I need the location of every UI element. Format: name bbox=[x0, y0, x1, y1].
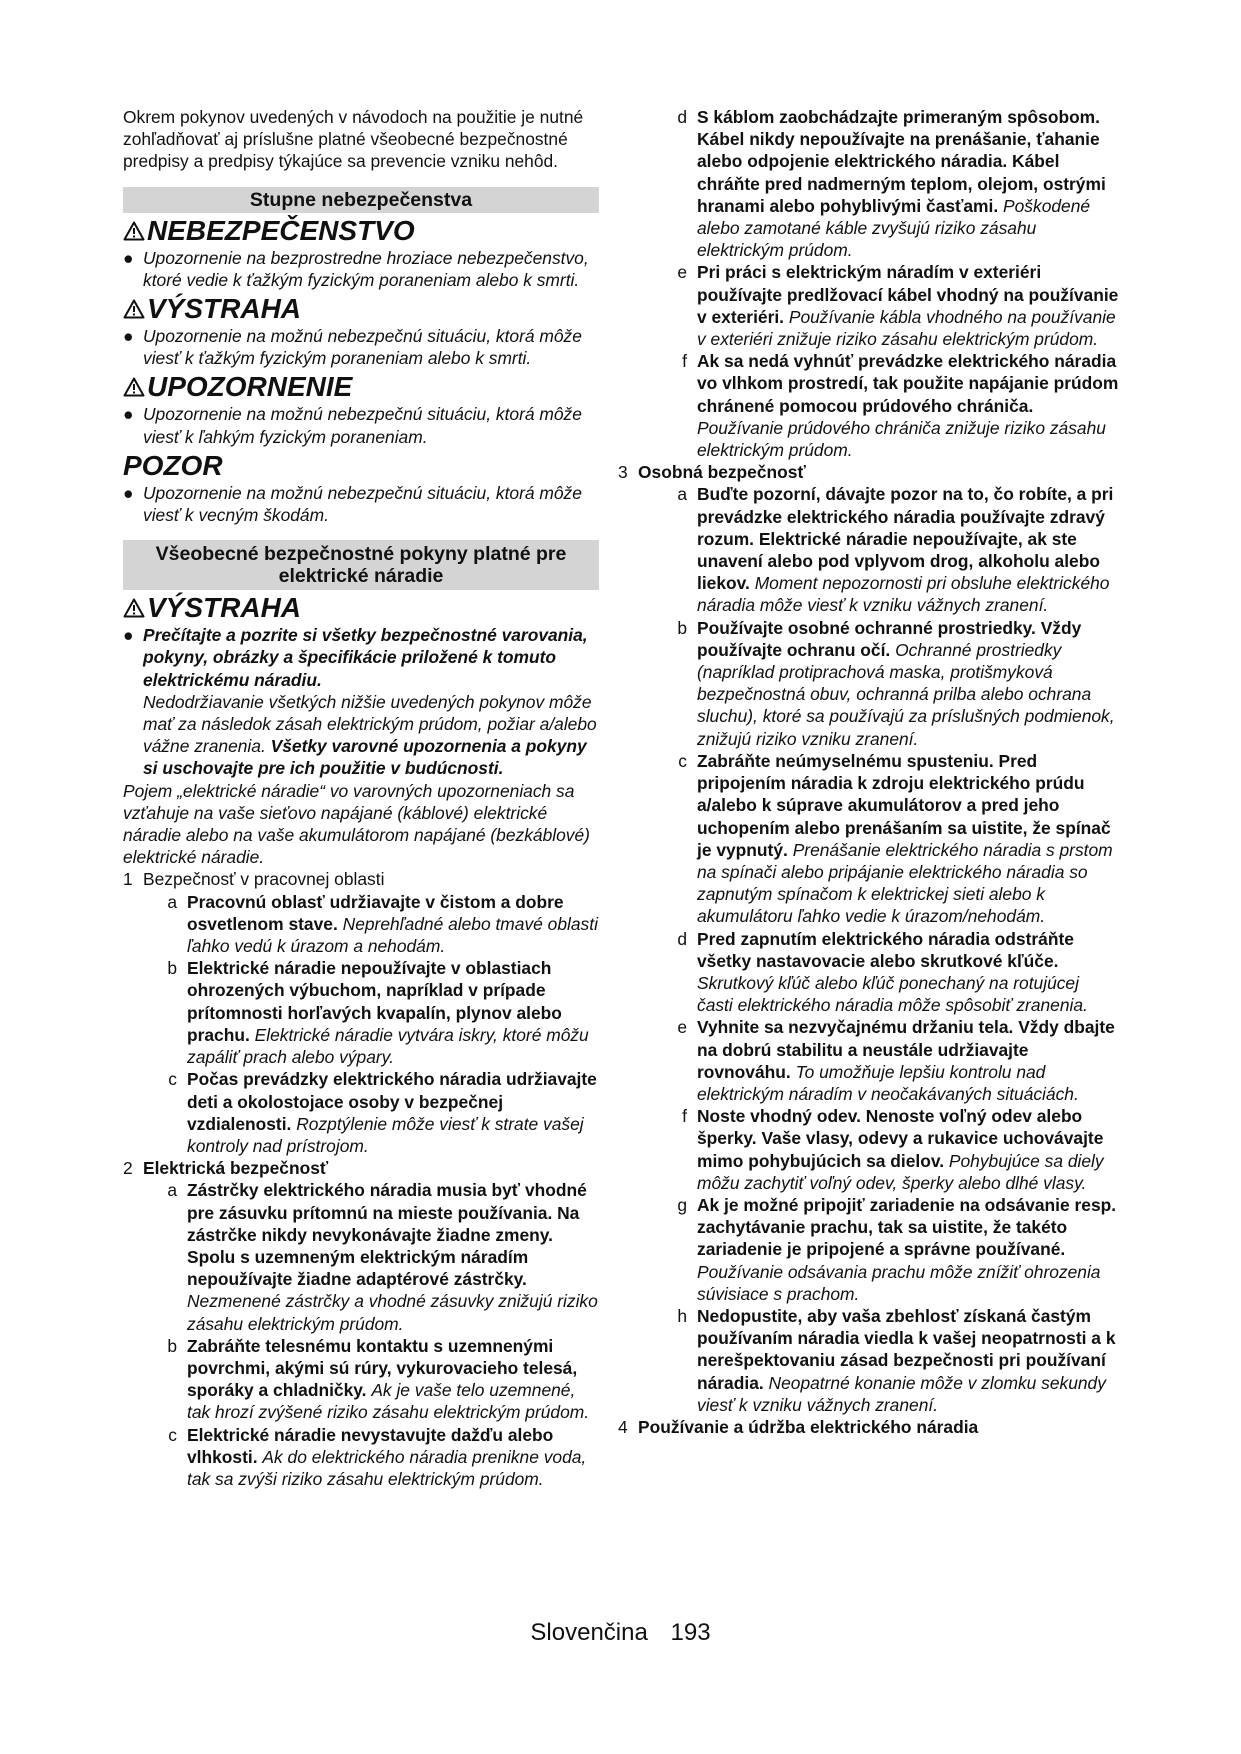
item-italic-text: Používanie odsávania prachu môže znížiť ohrozenia súvisiace s prachom. bbox=[697, 1261, 1101, 1304]
item-bold-text: Zástrčky elektrického náradia musia byť vhodné pre zásuvku prítomnú na mieste používania. Na zástrčke nikdy nevykonávajte žiadne zmeny. Spolu s uzemneným elektrickým náradím nepoužívajte žiadne adaptérové zástrčky. bbox=[187, 1180, 587, 1290]
item-italic-text: Neprehľadné alebo tmavé oblasti ľahko vedú k úrazom a nehodám. bbox=[187, 913, 598, 957]
item-body bbox=[187, 1068, 599, 1157]
item-letter: a bbox=[677, 484, 687, 505]
item-body bbox=[697, 1194, 1119, 1305]
list-item bbox=[665, 928, 1119, 1017]
warning-heading-2-text: VÝSTRAHA bbox=[147, 592, 302, 624]
item-body bbox=[187, 1424, 599, 1491]
list-item bbox=[665, 1016, 1119, 1105]
list-item bbox=[665, 483, 1119, 616]
item-letter: f bbox=[682, 1106, 687, 1127]
list-item bbox=[665, 261, 1119, 350]
item-letter: e bbox=[677, 1017, 687, 1038]
warning-triangle-icon bbox=[123, 221, 145, 241]
item-body bbox=[697, 928, 1119, 1017]
item-body bbox=[697, 750, 1119, 928]
item-body bbox=[697, 350, 1119, 461]
list-item bbox=[665, 1305, 1119, 1416]
caution-heading bbox=[123, 371, 599, 403]
item-letter: d bbox=[677, 107, 687, 127]
right-column bbox=[618, 106, 1119, 1438]
term-definition: Pojem „elektrické náradie“ vo varovných upozorneniach sa vzťahuje na vaše sieťovo napájané (káblové) elektrické náradie alebo na vaše akumulátorom napájané (bezkáblové) elektrické náradie. bbox=[123, 780, 590, 868]
item-letter: b bbox=[167, 958, 177, 979]
item-bold-text: Buďte pozorní, dávajte pozor na to, čo robíte, a pri prevádzke elektrického náradia používajte zdravý rozum. Elektrické náradie nepoužívajte, ak ste unavení alebo pod vplyvom drog, alkoholu alebo liekov. bbox=[697, 484, 1114, 594]
item-letter: g bbox=[677, 1194, 687, 1215]
warning-triangle-icon bbox=[123, 299, 145, 319]
bullet-dot: ● bbox=[123, 404, 134, 425]
item-bold-text: Zabráňte neúmyselnému spusteniu. Pred pripojením náradia k zdroju elektrického prúdu a/alebo k súprave akumulátorov a pred jeho uchopením alebo prenášaním sa uistite, že spínač je vypnutý. bbox=[697, 750, 1111, 860]
item-letter: h bbox=[677, 1305, 687, 1326]
list-item bbox=[155, 1424, 599, 1491]
item-italic-text: Prenášanie elektrického náradia s prstom na spínači alebo pripájanie elektrického náradia so zapnutým spínačom k elektrickej sieti alebo k akumulátoru ľahko vedie k úrazom/nehodám. bbox=[697, 839, 1113, 927]
list-item bbox=[155, 891, 599, 958]
item-body bbox=[187, 1335, 599, 1424]
item-italic-text: Elektrické náradie vytvára iskry, ktoré môžu zapáliť prach alebo výpary. bbox=[187, 1024, 589, 1068]
list-item bbox=[665, 1194, 1119, 1305]
item-letter: a bbox=[167, 1180, 177, 1201]
item-italic-text: Skrutkový kľúč alebo kľúč ponechaný na rotujúcej časti elektrického náradia môže spôsobiť zranenia. bbox=[697, 972, 1088, 1016]
item-italic-text: Nezmenené zástrčky a vhodné zásuvky znižujú riziko zásahu elektrickým prúdom. bbox=[187, 1291, 598, 1334]
item-italic-text: Poškodené alebo zamotané káble zvyšujú riziko zásahu elektrickým prúdom. bbox=[697, 195, 1091, 261]
item-bold-text: Noste vhodný odev. Nenoste voľný odev alebo šperky. Vaše vlasy, odevy a rukavice uchovávajte mimo pohybujúcich sa dielov. bbox=[697, 1106, 1104, 1171]
danger-levels-title: Stupne nebezpečenstva bbox=[123, 187, 599, 213]
list-item bbox=[155, 1068, 599, 1157]
item-letter: a bbox=[167, 891, 177, 912]
warning-triangle-icon bbox=[123, 377, 145, 397]
list-item bbox=[665, 617, 1119, 750]
section-2-items-continued bbox=[635, 106, 1119, 461]
list-item bbox=[155, 1335, 599, 1424]
list-item bbox=[665, 1105, 1119, 1194]
item-body bbox=[697, 1105, 1119, 1194]
item-bold-text: Elektrické náradie nepoužívajte v oblastiach ohrozených výbuchom, napríklad v prípade prítomnosti horľavých kvapalín, plynov alebo prachu. bbox=[187, 958, 562, 1045]
read-instructions-detail: Nedodržiavanie všetkých nižšie uvedených pokynov môže mať za následok zásah elektrickým prúdom, požiar a/alebo vážne zranenia. Všetky varovné upozornenia a pokyny si uschovajte pre ich použitie v budúcnosti. bbox=[143, 691, 597, 779]
item-bold-text: Zabráňte telesnému kontaktu s uzemnenými povrchmi, akými sú rúry, vykurovacieho telesá, sporáky a chladničky. bbox=[187, 1335, 578, 1401]
item-italic-text: Moment nepozornosti pri obsluhe elektrického náradia môže viesť k vzniku vážnych zranení. bbox=[697, 573, 1110, 616]
warning-heading-text: VÝSTRAHA bbox=[147, 293, 302, 325]
list-item bbox=[665, 750, 1119, 928]
item-bold-text: Používajte osobné ochranné prostriedky. Vždy používajte ochranu očí. bbox=[697, 617, 1082, 660]
item-body bbox=[697, 106, 1119, 261]
item-letter: d bbox=[677, 928, 687, 949]
list-item bbox=[155, 1179, 599, 1334]
item-letter: c bbox=[168, 1424, 177, 1445]
item-italic-text: Rozptýlenie môže viesť k strate vašej kontroly nad prístrojom. bbox=[187, 1113, 584, 1156]
item-letter: c bbox=[168, 1069, 177, 1090]
item-bold-text: Pri práci s elektrickým náradím v exteriéri používajte predlžovací kábel vhodný na používanie v exteriéri. bbox=[697, 262, 1119, 327]
bullet-dot: ● bbox=[123, 625, 134, 646]
item-body bbox=[697, 483, 1119, 616]
item-body bbox=[187, 1179, 599, 1334]
list-item bbox=[665, 106, 1119, 261]
item-letter: c bbox=[678, 750, 687, 771]
list-item bbox=[665, 350, 1119, 461]
danger-heading-text: NEBEZPEČENSTVO bbox=[147, 214, 415, 246]
item-letter: f bbox=[682, 351, 687, 372]
item-bold-text: Pred zapnutím elektrického náradia odstráňte všetky nastavovacie alebo skrutkové kľúče. bbox=[697, 928, 1074, 971]
item-body bbox=[187, 957, 599, 1068]
item-letter: b bbox=[677, 617, 687, 638]
item-bold-text: Vyhnite sa nezvyčajnému držaniu tela. Vždy dbajte na dobrú stabilitu a neustále udržiavajte rovnováhu. bbox=[697, 1017, 1115, 1082]
warning-description: ● Upozornenie na možnú nebezpečnú situáciu, ktorá môže viesť k ťažkým fyzickým poraneniam alebo k smrti. bbox=[123, 326, 582, 369]
section-3-items bbox=[635, 483, 1119, 1416]
item-bold-text: Počas prevádzky elektrického náradia udržiavajte deti a okolostojace osoby v bezpečnej vzdialenosti. bbox=[187, 1069, 597, 1134]
item-italic-text: Používanie prúdového chrániča znižuje riziko zásahu elektrickým prúdom. bbox=[697, 417, 1106, 461]
page-number: 193 bbox=[670, 1619, 711, 1646]
item-body bbox=[697, 1305, 1119, 1416]
item-italic-text: Ak je vaše telo uzemnené, tak hrozí zvýšené riziko zásahu elektrickým prúdom. bbox=[187, 1380, 590, 1423]
warning-heading-2 bbox=[123, 592, 599, 624]
item-body bbox=[697, 261, 1119, 350]
section-1-items bbox=[123, 891, 599, 1157]
item-bold-text: Ak sa nedá vyhnúť prevádzke elektrického náradia vo vlhkom prostredí, tak použite napájanie prúdom chránené pomocou prúdového chrániča. bbox=[697, 351, 1119, 416]
bullet-dot: ● bbox=[123, 247, 134, 268]
section-1-heading: 1 Bezpečnosť v pracovnej oblasti bbox=[123, 869, 385, 890]
section-2-items bbox=[123, 1179, 599, 1490]
item-italic-text: Používanie kábla vhodného na používanie v exteriéri znižuje riziko zásahu elektrickým prúdom. bbox=[697, 306, 1116, 350]
item-italic-text: Ak do elektrického náradia prenikne voda, tak sa zvýši riziko zásahu elektrickým prúdom. bbox=[187, 1446, 587, 1489]
item-body bbox=[697, 1016, 1119, 1105]
section-2-heading: 2 Elektrická bezpečnosť bbox=[123, 1158, 329, 1179]
item-bold-text: Nedopustite, aby vaša zbehlosť získaná častým používaním náradia viedla k vašej neopatrnosti a k nerešpektovaniu zásad bezpečnosti pri používaní náradia. bbox=[697, 1305, 1116, 1393]
item-bold-text: Ak je možné pripojiť zariadenie na odsávanie resp. zachytávanie prachu, tak sa uistite, že takéto zariadenie je pripojené a správne používané. bbox=[697, 1194, 1117, 1260]
section-3-heading: 3 Osobná bezpečnosť bbox=[618, 462, 806, 483]
caution-description: ● Upozornenie na možnú nebezpečnú situáciu, ktorá môže viesť k ľahkým fyzickým poraneniam. bbox=[123, 404, 582, 447]
warning-heading bbox=[123, 293, 599, 325]
caution-heading-text: UPOZORNENIE bbox=[147, 371, 353, 403]
warning-triangle-icon bbox=[123, 598, 145, 618]
bullet-dot: ● bbox=[123, 482, 134, 503]
item-body bbox=[187, 891, 599, 958]
list-item bbox=[155, 957, 599, 1068]
item-italic-text: To umožňuje lepšiu kontrolu nad elektrickým náradím v neočakávaných situáciách. bbox=[697, 1061, 1079, 1104]
item-body bbox=[697, 617, 1119, 750]
danger-heading bbox=[123, 215, 599, 247]
general-safety-title: Všeobecné bezpečnostné pokyny platné pre elektrické náradie bbox=[123, 540, 599, 590]
read-instructions-bullet: ● Prečítajte a pozrite si všetky bezpečnostné varovania, pokyny, obrázky a špecifikácie priložené k tomuto elektrickému náradiu. bbox=[123, 625, 588, 690]
item-letter: b bbox=[167, 1335, 177, 1356]
item-italic-text: Neopatrné konanie môže v zlomku sekundy viesť k vzniku vážnych zranení. bbox=[697, 1372, 1106, 1415]
danger-description: ● Upozornenie na bezprostredne hroziace nebezpečenstvo, ktoré vedie k ťažkým fyzickým poraneniam alebo k smrti. bbox=[123, 247, 589, 290]
bullet-dot: ● bbox=[123, 326, 134, 347]
item-bold-text: Elektrické náradie nevystavujte dažďu alebo vlhkosti. bbox=[187, 1424, 554, 1467]
page-footer bbox=[0, 1619, 1241, 1647]
item-bold-text: Pracovnú oblasť udržiavajte v čistom a dobre osvetlenom stave. bbox=[187, 891, 564, 934]
item-letter: e bbox=[677, 262, 687, 283]
notice-description: ● Upozornenie na možnú nebezpečnú situáciu, ktorá môže viesť k vecným škodám. bbox=[123, 482, 582, 526]
intro-paragraph: Okrem pokynov uvedených v návodoch na použitie je nutné zohľadňovať aj príslušne platné všeobecné bezpečnostné predpisy a predpisy týkajúce sa prevencie vzniku nehôd. bbox=[123, 107, 584, 172]
item-bold-text: S káblom zaobchádzajte primeraným spôsobom. Kábel nikdy nepoužívajte na prenášanie, ťahanie alebo odpojenie elektrického náradia. Kábel chráňte pred nadmerným teplom, olejom, ostrými hranami alebo pohyblivými časťami. bbox=[697, 107, 1106, 216]
left-column bbox=[123, 106, 599, 1490]
footer-language: Slovenčina bbox=[530, 1619, 648, 1646]
item-italic-text: Pohybujúce sa diely môžu zachytiť voľný odev, šperky alebo dlhé vlasy. bbox=[697, 1150, 1104, 1193]
section-4-heading: 4 Používanie a údržba elektrického náradia bbox=[618, 1416, 979, 1437]
notice-heading: POZOR bbox=[123, 449, 223, 481]
item-italic-text: Ochranné prostriedky (napríklad protiprachová maska, protišmyková bezpečnostná obuv, ochranná prilba alebo ochrana sluchu), ktoré sa používajú za príslušných podmienok, znižujú riziko vzniku zranení. bbox=[697, 639, 1115, 749]
